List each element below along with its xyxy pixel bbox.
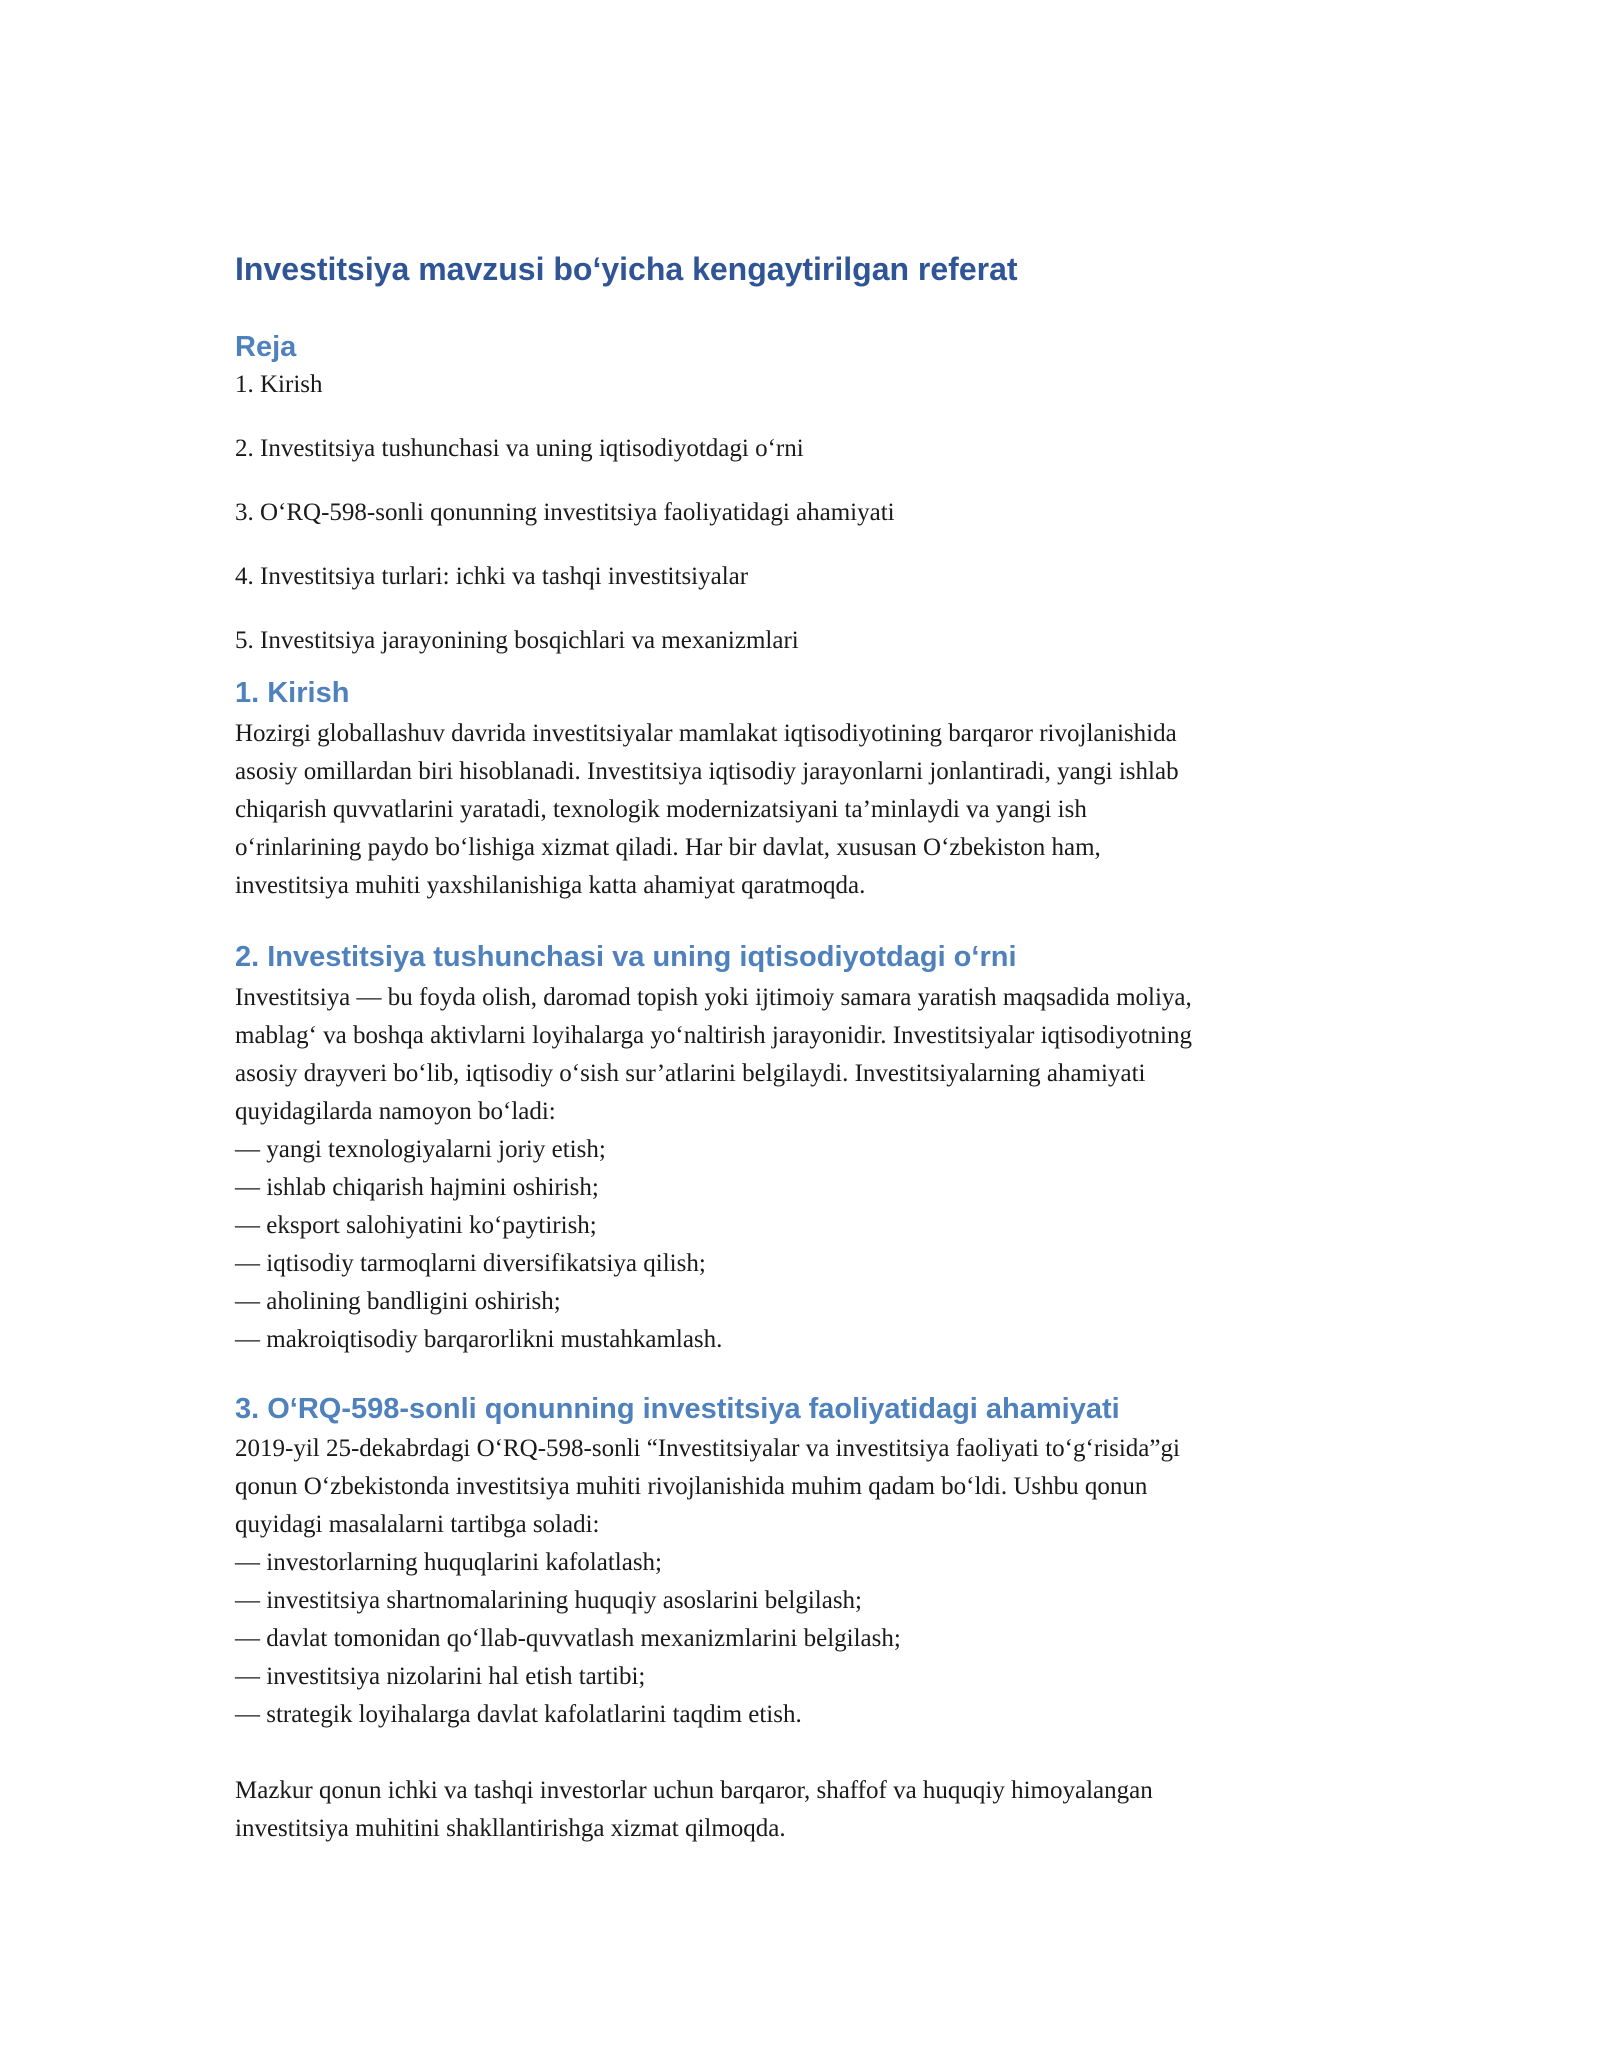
paragraph-line: 2019-yil 25-dekabrdagi O‘RQ-598-sonli “Investitsiyalar va investitsiya faoliyati to‘g‘risida”gi — [235, 1435, 1180, 1463]
bullet-item: — makroiqtisodiy barqarorlikni mustahkamlash. — [235, 1325, 723, 1353]
document-body — [235, 250, 1365, 1848]
section-orq-598 — [235, 1391, 1365, 1735]
bullet-item: — investitsiya shartnomalarining huquqiy asoslarini belgilash; — [235, 1587, 862, 1615]
paragraph-line: quyidagi masalalarni tartibga soladi: — [235, 1511, 600, 1539]
paragraph-line: Investitsiya — bu foyda olish, daromad topish yoki ijtimoiy samara yaratish maqsadida moliya, — [235, 983, 1192, 1011]
plan-item: 5. Investitsiya jarayonining bosqichlari va mexanizmlari — [235, 627, 799, 655]
section-investitsiya-tushunchasi — [235, 939, 1365, 1359]
bullet-item: — davlat tomonidan qo‘llab-quvvatlash mexanizmlarini belgilash; — [235, 1625, 901, 1653]
paragraph-line: investitsiya muhitini shakllantirishga xizmat qilmoqda. — [235, 1815, 786, 1843]
paragraph-line: quyidagilarda namoyon bo‘ladi: — [235, 1097, 556, 1125]
bullet-list — [235, 1131, 1365, 1359]
bullet-item: — investorlarning huquqlarini kafolatlash; — [235, 1549, 662, 1577]
plan-item: 4. Investitsiya turlari: ichki va tashqi investitsiyalar — [235, 563, 749, 591]
section-heading: 2. Investitsiya tushunchasi va uning iqtisodiyotdagi o‘rni — [235, 940, 1017, 973]
plan-list — [235, 367, 1365, 659]
bullet-item: — yangi texnologiyalarni joriy etish; — [235, 1135, 606, 1163]
paragraph-line: chiqarish quvvatlarini yaratadi, texnologik modernizatsiyani ta’minlaydi va yangi ish — [235, 795, 1087, 823]
plan-item: 1. Kirish — [235, 371, 323, 399]
plan-item: 3. O‘RQ-598-sonli qonunning investitsiya faoliyatidagi ahamiyati — [235, 499, 895, 527]
paragraph-line: mablag‘ va boshqa aktivlarni loyihalarga yo‘naltirish jarayonidir. Investitsiyalar iqtisodiyotning — [235, 1021, 1192, 1049]
paragraph-line: asosiy omillardan biri hisoblanadi. Investitsiya iqtisodiy jarayonlarni jonlantiradi, yangi ishlab — [235, 757, 1179, 785]
bullet-list — [235, 1544, 1365, 1734]
bullet-item: — ishlab chiqarish hajmini oshirish; — [235, 1173, 599, 1201]
bullet-item: — strategik loyihalarga davlat kafolatlarini taqdim etish. — [235, 1701, 802, 1729]
section-paragraph — [235, 979, 1365, 1131]
bullet-item: — iqtisodiy tarmoqlarni diversifikatsiya qilish; — [235, 1249, 706, 1277]
paragraph-line: Hozirgi globallashuv davrida investitsiyalar mamlakat iqtisodiyotining barqaror rivojlanishida — [235, 719, 1177, 747]
section-kirish — [235, 675, 1365, 905]
section-heading: 3. O‘RQ-598-sonli qonunning investitsiya faoliyatidagi ahamiyati — [235, 1392, 1120, 1425]
bullet-item: — eksport salohiyatini ko‘paytirish; — [235, 1211, 597, 1239]
plan-heading: Reja — [235, 331, 297, 364]
paragraph-line: Mazkur qonun ichki va tashqi investorlar uchun barqaror, shaffof va huquqiy himoyalangan — [235, 1777, 1153, 1805]
section-paragraph — [235, 1430, 1365, 1544]
section-paragraph — [235, 715, 1365, 905]
document-title: Investitsiya mavzusi bo‘yicha kengaytirilgan referat — [235, 251, 1018, 287]
paragraph-line: o‘rinlarining paydo bo‘lishiga xizmat qiladi. Har bir davlat, xususan O‘zbekiston ham, — [235, 833, 1101, 861]
plan-item: 2. Investitsiya tushunchasi va uning iqtisodiyotdagi o‘rni — [235, 435, 804, 463]
bullet-item: — aholining bandligini oshirish; — [235, 1287, 561, 1315]
paragraph-line: asosiy drayveri bo‘lib, iqtisodiy o‘sish sur’atlarini belgilaydi. Investitsiyalarning ahamiyati — [235, 1059, 1146, 1087]
bullet-item: — investitsiya nizolarini hal etish tartibi; — [235, 1663, 646, 1691]
paragraph-line: qonun O‘zbekistonda investitsiya muhiti rivojlanishida muhim qadam bo‘ldi. Ushbu qonun — [235, 1473, 1148, 1501]
paragraph-line: investitsiya muhiti yaxshilanishiga katta ahamiyat qaratmoqda. — [235, 871, 866, 899]
closing-paragraph — [235, 1772, 1365, 1848]
section-heading: 1. Kirish — [235, 677, 350, 710]
